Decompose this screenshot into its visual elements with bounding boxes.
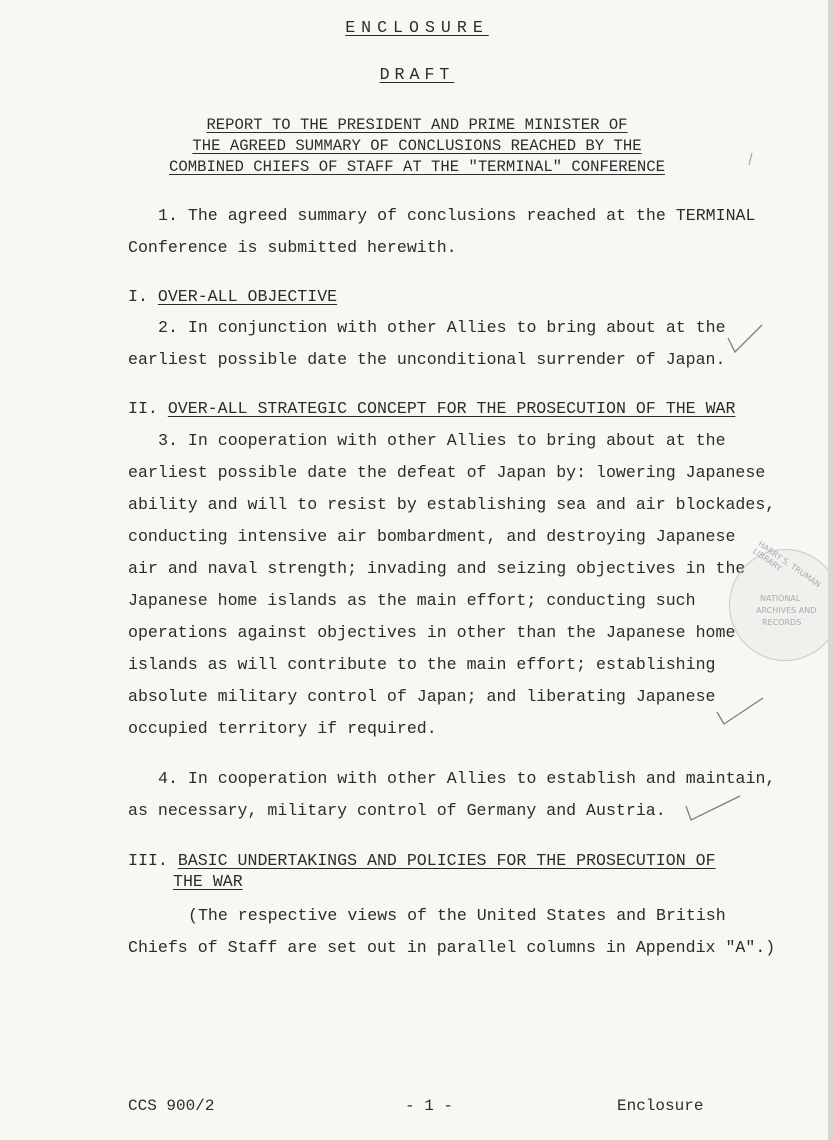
paragraph-line: ability and will to resist by establishing sea and air blockades, (128, 495, 776, 514)
paragraph-line: operations against objectives in other than the Japanese home (128, 623, 736, 642)
footer-page-number: - 1 - (405, 1097, 454, 1115)
paragraph-line: Conference is submitted herewith. (128, 238, 457, 257)
paragraph-line: 3. In cooperation with other Allies to bring about at the (158, 431, 726, 450)
document-page: ENCLOSURE DRAFT REPORT TO THE PRESIDENT AND PRIME MINISTER OF THE AGREED SUMMARY OF CONCLUSIONS REACHED BY THE COMBINED CHIEFS OF STAFF AT THE "TERMINAL" CONFERENCE 1. The agreed summary of conclusions reached at the TERMINAL Conference is submitted herewith. I. OVER-ALL OBJECTIVE 2. In conjunction with other Allies to bring about at the earliest possible date the unconditional surrender of Japan. II. OVER-ALL STRATEGIC CONCEPT FOR THE PROSECUTION OF THE WAR 3. In cooperation with other Allies to bring about at the earliest possible date the defeat of Japan by: lowering Japanese ability and will to resist by establishing sea and air blockades, conducting intensive air bombardment, and destroying Japanese air and naval strength; invading and seizing objectives in the Japanese home islands as the main effort; conducting such operations against objectives in other than the Japanese home islands as will contribute to the main effort; establishing absolute military control of Japan; and liberating Japanese occupied territory if required. 4. In cooperation with other Allies to establish and maintain, as necessary, military control of Germany and Austria. III. BASIC UNDERTAKINGS AND POLICIES FOR THE PROSECUTION OF THE WAR (The respective views of the United States and British Chiefs of Staff are set out in parallel columns in Appendix "A".) CCS 900/2 - 1 - Enclosure HARRY S. TRUMAN LIBRARY NATIONAL ARCHIVES AND RECORDS (0, 0, 834, 1140)
checkmark-icon (725, 322, 765, 358)
title-line: THE AGREED SUMMARY OF CONCLUSIONS REACHED BY THE (192, 137, 642, 155)
title-line: REPORT TO THE PRESIDENT AND PRIME MINISTER OF (206, 116, 628, 134)
enclosure-heading: ENCLOSURE (345, 18, 489, 37)
pencil-mark-icon (746, 152, 756, 166)
section-heading-2: II. OVER-ALL STRATEGIC CONCEPT FOR THE PROSECUTION OF THE WAR (128, 399, 736, 418)
library-stamp: HARRY S. TRUMAN LIBRARY NATIONAL ARCHIVES AND RECORDS (729, 549, 834, 661)
paragraph-line: 4. In cooperation with other Allies to establish and maintain, (158, 769, 776, 788)
section-heading-1: I. OVER-ALL OBJECTIVE (128, 287, 338, 306)
paragraph-line: islands as will contribute to the main effort; establishing (128, 655, 716, 674)
paragraph-line: conducting intensive air bombardment, and destroying Japanese (128, 527, 736, 546)
paragraph-line: Japanese home islands as the main effort; conducting such (128, 591, 696, 610)
paragraph-line: air and naval strength; invading and seizing objectives in the (128, 559, 746, 578)
checkmark-icon (683, 792, 743, 826)
paragraph-line: 2. In conjunction with other Allies to bring about at the (158, 318, 726, 337)
paragraph-line: Chiefs of Staff are set out in parallel columns in Appendix "A".) (128, 938, 776, 957)
paragraph-line: as necessary, military control of Germany and Austria. (128, 801, 666, 820)
draft-heading: DRAFT (379, 65, 455, 84)
footer-doc-id: CCS 900/2 (128, 1097, 215, 1115)
footer-label: Enclosure (617, 1097, 704, 1115)
paragraph-line: 1. The agreed summary of conclusions reached at the TERMINAL (158, 206, 756, 225)
title-line: COMBINED CHIEFS OF STAFF AT THE "TERMINAL" CONFERENCE (169, 158, 665, 176)
paragraph-line: occupied territory if required. (128, 719, 437, 738)
paragraph-line: earliest possible date the defeat of Japan by: lowering Japanese (128, 463, 766, 482)
checkmark-icon (714, 694, 766, 730)
paragraph-line: absolute military control of Japan; and liberating Japanese (128, 687, 716, 706)
paragraph-line: (The respective views of the United States and British (188, 906, 726, 925)
paragraph-line: earliest possible date the unconditional surrender of Japan. (128, 350, 726, 369)
